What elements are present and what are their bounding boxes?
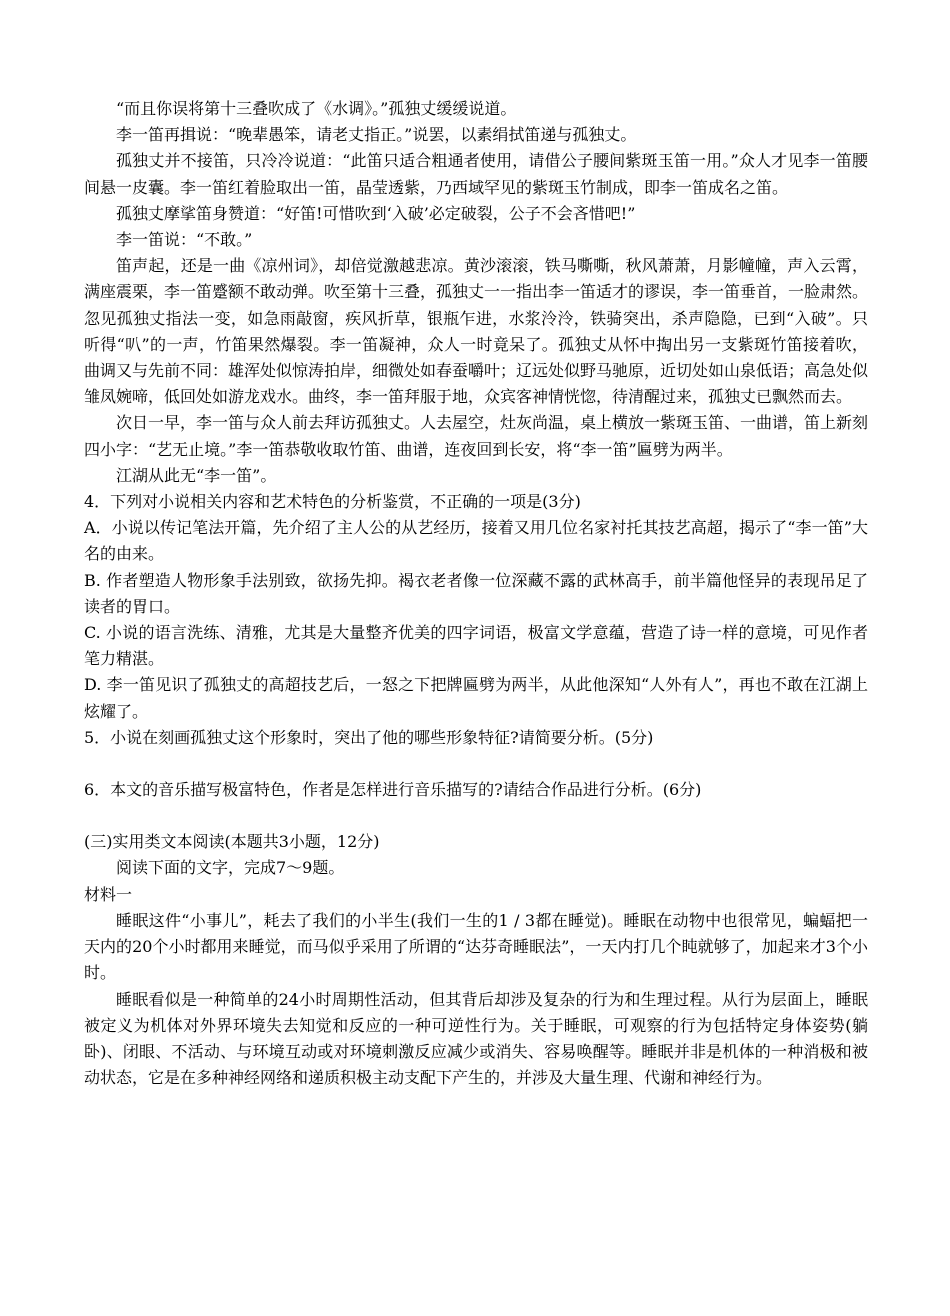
story-paragraph-2: 李一笛再揖说：“晚辈愚笨，请老丈指正。”说罢，以素绢拭笛递与孤独丈。 (116, 125, 637, 145)
story-paragraph-3: 孤独丈并不接笛，只冷冷说道：“此笛只适合粗通者使用，请借公子腰间紫斑玉笛一用。”众人才见李一笛腰间悬一皮囊。李一笛红着脸取出一笛，晶莹透紫，乃西域罕见的紫斑玉竹制成，即李一笛成名之笛。 (84, 151, 868, 197)
answer-space-6 (84, 803, 868, 829)
story-paragraph-6: 笛声起，还是一曲《凉州词》，却倍觉激越悲凉。黄沙滚滚，铁马嘶嘶，秋风萧萧，月影幢幢，声入云霄，满座震栗，李一笛蹙额不敢动弹。吹至第十三叠，孤独丈一一指出李一笛适才的谬误，李一笛垂首，一脸肃然。忽见孤独丈指法一变，如急雨敲窗，疾风折草，银瓶乍进，水浆泠泠，铁骑突出，杀声隐隐，已到“入破”。只听得“叭”的一声，竹笛果然爆裂。李一笛凝神，众人一时竟呆了。孤独丈从怀中掏出另一支紫斑竹笛接着吹，曲调又与先前不同：雄浑处似惊涛拍岸，细微处如春蚕嚼叶；辽远处似野马驰原，近切处如山泉低语；高急处似雏凤婉啼，低回处如游龙戏水。曲终，李一笛拜服于地，众宾客神情恍惚，待清醒过来，孤独丈已飘然而去。 (84, 256, 869, 407)
story-paragraph-1: “而且你误将第十三叠吹成了《水调》。”孤独丈缓缓说道。 (116, 99, 517, 118)
section-3-heading: (三)实用类文本阅读(本题共3小题，12分) (84, 832, 380, 852)
story-paragraph-5: 李一笛说：“不敢。” (116, 230, 253, 250)
answer-space-5 (84, 751, 868, 777)
material-paragraph-2: 睡眠看似是一种简单的24小时周期性活动，但其背后却涉及复杂的行为和生理过程。从行为层面上，睡眠被定义为机体对外界环境失去知觉和反应的一种可逆性行为。关于睡眠，可观察的行为包括特定身体姿势(躺卧)、闭眼、不活动、与环境互动或对环境刺激反应减少或消失、容易唤醒等。睡眠并非是机体的一种消极和被动状态，它是在多种神经网络和递质积极主动支配下产生的，并涉及大量生理、代谢和神经行为。 (84, 989, 868, 1088)
story-paragraph-7: 次日一早，李一笛与众人前去拜访孤独丈。人去屋空，灶灰尚温，桌上横放一紫斑玉笛、一曲谱，笛上新刻四小字：“艺无止境。”李一笛恭敬收取竹笛、曲谱，连夜回到长安，将“李一笛”匾劈为两半。 (84, 413, 869, 459)
material-paragraph-1: 睡眠这件“小事儿”，耗去了我们的小半生(我们一生的1 / 3都在睡觉)。睡眠在动物中也很常见，蝙蝠把一天内的20个小时都用来睡觉，而马似乎采用了所谓的“达芬奇睡眠法”，一天内打几个盹就够了，加起来才3个小时。 (84, 910, 868, 983)
question-4-option-d: D. 李一笛见识了孤独丈的高超技艺后，一怒之下把牌匾劈为两半，从此他深知“人外有人”，再也不敢在江湖上炫耀了。 (84, 675, 868, 721)
question-5: 5．小说在刻画孤独丈这个形象时，突出了他的哪些形象特征?请简要分析。(5分) (84, 727, 654, 747)
question-6: 6．本文的音乐描写极富特色，作者是怎样进行音乐描写的?请结合作品进行分析。(6分) (84, 780, 702, 800)
story-paragraph-4: 孤独丈摩挲笛身赞道：“好笛!可惜吹到‘入破’必定破裂，公子不会吝惜吧!” (116, 203, 636, 223)
question-4-option-b: B. 作者塑造人物形象手法别致，欲扬先抑。褐衣老者像一位深藏不露的武林高手，前半篇他怪异的表现吊足了读者的胃口。 (84, 570, 868, 616)
material-label: 材料一 (84, 884, 133, 904)
document-page (84, 96, 868, 1091)
story-paragraph-8: 江湖从此无“李一笛”。 (116, 465, 277, 485)
section-3-instruction: 阅读下面的文字，完成7～9题。 (116, 858, 345, 878)
question-4-option-a: A．小说以传记笔法开篇，先介绍了主人公的从艺经历，接着又用几位名家衬托其技艺高超，揭示了“李一笛”大名的由来。 (84, 518, 868, 564)
question-4: 4．下列对小说相关内容和艺术特色的分析鉴赏，不正确的一项是(3分) (84, 492, 581, 512)
question-4-option-c: C. 小说的语言洗练、清雅，尤其是大量整齐优美的四字词语，极富文学意蕴，营造了诗一样的意境，可见作者笔力精湛。 (84, 623, 868, 669)
